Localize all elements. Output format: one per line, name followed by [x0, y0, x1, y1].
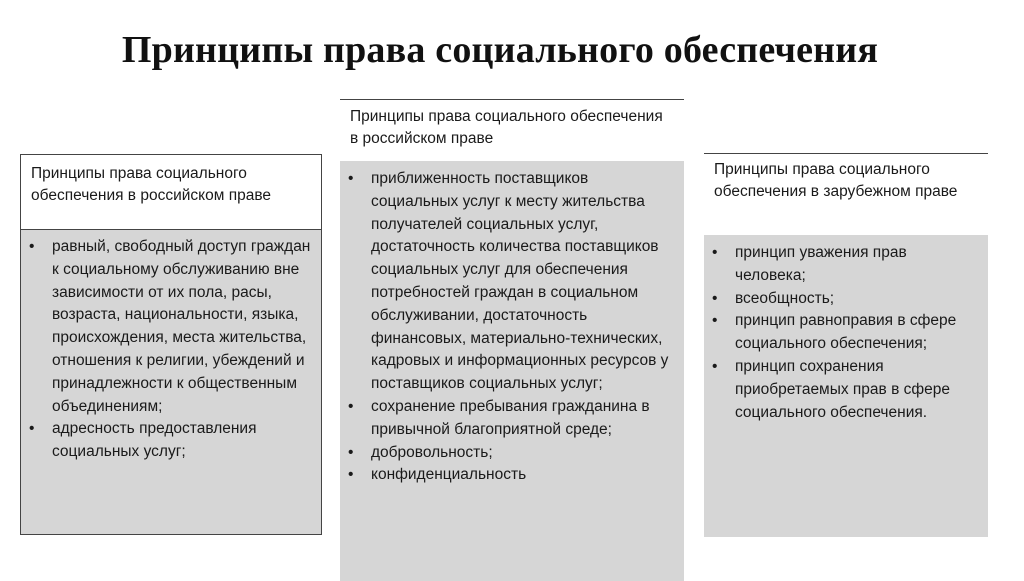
- page-title: Принципы права социального обеспечения: [121, 29, 879, 71]
- list-item: • принцип равноправия в сфере социального обеспечения;: [712, 310, 980, 356]
- column-body: [340, 161, 684, 581]
- principles-list: [29, 236, 313, 464]
- list-item: • всеобщность;: [712, 288, 980, 311]
- list-item: • конфиденциальность: [348, 464, 676, 487]
- list-item: • адресность предоставления социальных услуг;: [29, 418, 313, 464]
- list-item: • сохранение пребывания гражданина в привычной благоприятной среде;: [348, 396, 676, 442]
- column-heading: Принципы права социального обеспечения в зарубежном праве: [704, 153, 988, 235]
- list-item: • принцип сохранения приобретаемых прав в сфере социального обеспечения.: [712, 356, 980, 424]
- column-russian-law-center: [340, 99, 684, 581]
- column-heading: Принципы права социального обеспечения в российском праве: [340, 99, 684, 161]
- list-item: • равный, свободный доступ граждан к социальному обслуживанию вне зависимости от их пола, расы, возраста, национальности, языка, происхождения, места жительства, отношения к религии, убеждений и принадлежности к общественным объединениям;: [29, 236, 313, 418]
- column-heading: Принципы права социального обеспечения в российском праве: [20, 154, 322, 230]
- list-item: • принцип уважения прав человека;: [712, 242, 980, 288]
- column-foreign-law: [704, 153, 988, 537]
- list-item: • приближенность поставщиков социальных услуг к месту жительства получателей социальных услуг, достаточность количества поставщиков социальных услуг для обеспечения потребностей граждан в социальном обслуживании, достаточность финансовых, материально-технических, кадровых и информационных ресурсов у поставщиков социальных услуг;: [348, 168, 676, 396]
- principles-list: [348, 168, 676, 487]
- column-body: [20, 230, 322, 535]
- list-item: • добровольность;: [348, 442, 676, 465]
- principles-list: [712, 242, 980, 424]
- column-body: [704, 235, 988, 537]
- column-russian-law-left: [20, 154, 322, 535]
